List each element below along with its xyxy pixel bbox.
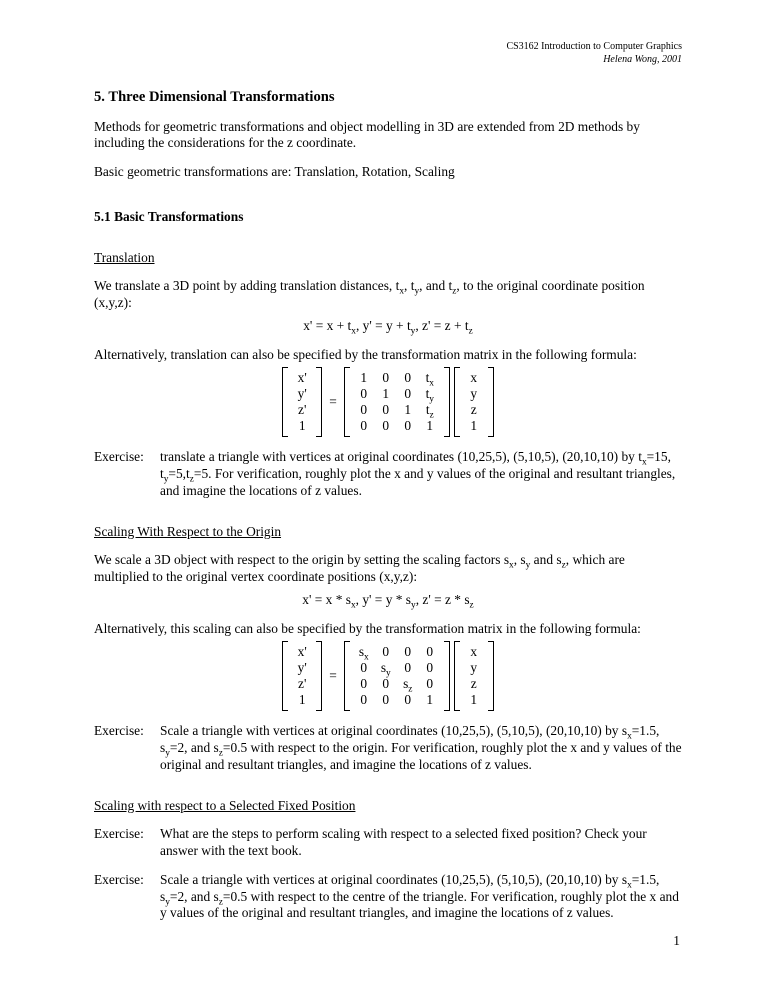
translation-alt-paragraph: Alternatively, translation can also be specified by the transformation matrix in the following formula: [94,346,637,362]
scaling-origin-heading: Scaling With Respect to the Origin [94,523,282,539]
scaling-fixed-heading: Scaling with respect to a Selected Fixed Position [94,797,356,813]
scaling-alt-paragraph: Alternatively, this scaling can also be specified by the transformation matrix in the following formula: [94,620,641,636]
exercise-text: Scale a triangle with vertices at original coordinates (10,25,5), (5,10,5), (20,10,10) by $s_x=1.5$, $s_y=2$, and $s_z=0.5$ with respect to the origin. For verification, roughly plot the x and y values of the original and resultant triangles, and imagine the locations of z values. [160,723,682,772]
page-title: 5. Three Dimensional Transformations [94,89,335,106]
intro-paragraph: Methods for geometric transformations and object modelling in 3D are extended from 2D methods by including the considerations for the z coordinate. [94,118,640,151]
scaling-origin-exercise [94,723,682,773]
translation-heading: Translation [94,249,155,265]
translation-exercise [94,449,682,499]
scaling-input-vector: x y z 1 [454,641,494,711]
translation-equation: $x' = x + t_x$, $y' = y + t_y$, $z' = z + t_z$ [303,317,473,337]
header-course-title: CS3162 Introduction to Computer Graphics [506,41,682,52]
page-number: 1 [673,933,680,949]
scaling-fixed-exercise-2 [94,872,682,922]
header-author: Helena Wong, 2001 [603,54,682,66]
exercise-text: What are the steps to perform scaling with respect to a selected fixed position? Check your answer with the text book. [160,826,647,859]
exercise-text: Scale a triangle with vertices at original coordinates (10,25,5), (5,10,5), (20,10,10) by $s_x=1.5$, $s_y=2$, and $s_z=0.5$ with respect to the centre of the triangle. For verification, roughly plot the x and y values of the original and resultant triangles, and imagine the locations of z values. [160,871,679,921]
translation-paragraph: We translate a 3D point by adding translation distances, $t_x$, $t_y$, and $t_z$, to the original coordinate position (x,y,z): [94,278,645,311]
scaling-equation: $x' = x * s_x$, $y' = y * s_y$, $z' = z * s_z$ [302,591,474,611]
equals-sign: = [329,393,337,409]
exercise-label: Exercise: [94,826,144,842]
scaling-origin-section [94,524,682,774]
scaling-matrix: $s_x$ 0 0 0 0 $s_y$ 0 0 0 0 $s_z$ 0 0 0 0 1 [344,641,450,711]
translation-matrix-equation [94,367,682,437]
scaling-result-vector: x' y' z' 1 [282,641,322,711]
exercise-text: translate a triangle with vertices at original coordinates (10,25,5), (5,10,5), (20,10,10) by $t_x=15$, $t_y=5,t_z=5$. For verification, roughly plot the x and y values of the original and resultant triangles, and imagine the locations of z values. [160,449,676,498]
scaling-matrix-equation [94,641,682,711]
basic-transformations-paragraph: Basic geometric transformations are: Translation, Rotation, Scaling [94,164,455,180]
translation-input-vector: x y z 1 [454,367,494,437]
exercise-label: Exercise: [94,723,144,739]
scaling-fixed-exercise-1 [94,826,682,860]
translation-matrix: 1 0 0 $t_x$ 0 1 0 $t_y$ 0 0 1 $t_z$ 0 0 0 1 [344,367,450,437]
scaling-origin-paragraph: We scale a 3D object with respect to the origin by setting the scaling factors $s_x$, $s_y$ and $s_z$, which are multiplied to the original vertex coordinate positions (x,y,z): [94,552,625,585]
equals-sign: = [329,667,337,683]
translation-section [94,250,682,500]
exercise-label: Exercise: [94,871,144,887]
scaling-fixed-section [94,798,682,923]
subsection-heading: 5.1 Basic Transformations [94,208,244,224]
document-header [94,40,682,66]
exercise-label: Exercise: [94,449,144,465]
translation-result-vector: x' y' z' 1 [282,367,322,437]
